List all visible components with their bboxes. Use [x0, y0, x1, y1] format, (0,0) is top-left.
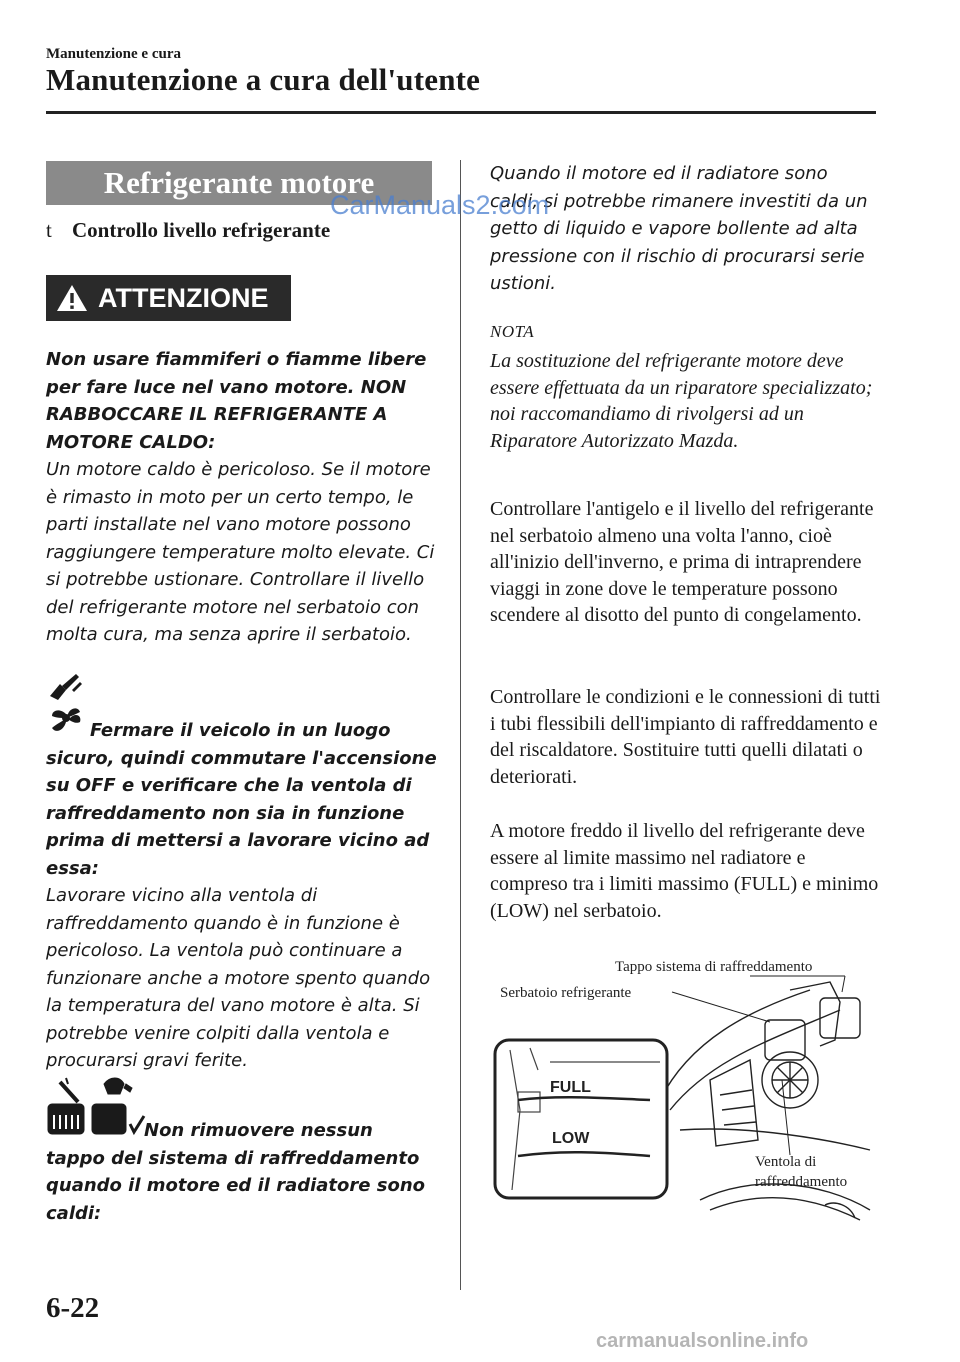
warning-p2-bold: Fermare il veicolo in un luogo sicuro, quindi commutare l'accensione su OFF e verificare che la ventola di raffreddamento non sia in funzione prima di mettersi a lavorare vicino ad essa:	[46, 720, 437, 879]
chapter-title: Manutenzione a cura dell'utente	[46, 62, 481, 97]
nota-text: La sostituzione del refrigerante motore deve essere effettuata da un riparatore specializzato; noi raccomandiamo di rivolgersi ad un Riparatore Autorizzato Mazda.	[490, 350, 873, 452]
warning-p1-text: Un motore caldo è pericoloso. Se il motore è rimasto in moto per un certo tempo, le parti installate nel vano motore possono raggiungere temperature molto elevate. Ci si potrebbe ustionare. Controllare il livello del refrigerante motore nel serbatoio con molta cura, ma senza aprire il serbatoio.	[46, 459, 435, 645]
body-paragraph-3: A motore freddo il livello del refrigerante deve essere al limite massimo nel radiatore e compreso tra i limiti massimo (FULL) e minimo (LOW) nel serbatoio.	[490, 820, 879, 922]
page-number: 6-22	[46, 1292, 100, 1324]
watermark-bottom: carmanualsonline.info	[596, 1330, 809, 1352]
section-banner: Refrigerante motore	[46, 161, 432, 205]
warning-paragraph-3-text: Quando il motore ed il radiatore sono caldi, si potrebbe rimanere investiti da un getto di liquido e vapore bollente ad alta pressione con il rischio di procurarsi serie ustioni.	[490, 163, 868, 294]
coolant-diagram	[490, 950, 880, 1230]
section-title: Manutenzione e cura	[46, 46, 181, 62]
watermark-top: CarManuals2.com	[330, 190, 550, 220]
warning-paragraph-3-bold	[46, 1117, 438, 1227]
column-divider	[460, 160, 461, 1290]
warning-box	[46, 275, 291, 321]
subheading-text: Controllo livello refrigerante	[72, 218, 331, 242]
body-paragraph-1: Controllare l'antigelo e il livello del refrigerante nel serbatoio almeno una volta l'anno, cioè all'inizio dell'inverno, e prima di intraprendere viaggi in zone dove le temperature possono scendere al disotto del punto di congelamento.	[490, 498, 874, 627]
full-marker: FULL	[550, 1079, 591, 1096]
subheading	[46, 218, 330, 243]
label-cooling-cap: Tappo sistema di raffreddamento	[615, 959, 813, 975]
warning-paragraph-2	[46, 717, 438, 1075]
warning-p3-bold: Non rimuovere nessun tappo del sistema di raffreddamento quando il motore ed il radiatore sono caldi:	[46, 1120, 426, 1224]
label-fan-line1: Ventola di	[755, 1154, 817, 1170]
label-coolant-tank: Serbatoio refrigerante	[500, 985, 632, 1001]
low-marker: LOW	[552, 1130, 590, 1147]
subheading-bullet: t	[46, 218, 52, 242]
nota-label: NOTA	[490, 322, 535, 341]
warning-p2-text: Lavorare vicino alla ventola di raffreddamento quando è in funzione è pericoloso. La ventola può continuare a funzionare anche a motore spento quando la temperatura del vano motore è alta. Si potrebbe venire colpiti dalla ventola e procurarsi gravi ferite.	[46, 885, 431, 1071]
warning-label: ATTENZIONE	[98, 282, 269, 313]
warning-p1-bold: Non usare fiammiferi o fiamme libere per fare luce nel vano motore. NON RABBOCCARE IL REFRIGERANTE A MOTORE CALDO:	[46, 349, 427, 453]
label-fan-line2: raffreddamento	[755, 1174, 848, 1190]
warning-triangle-icon	[55, 283, 89, 313]
body-paragraph-2: Controllare le condizioni e le connessioni di tutti i tubi flessibili dell'impianto di raffreddamento e del riscaldatore. Sostituire tutti quelli dilatati o deteriorati.	[490, 686, 881, 788]
header-rule	[46, 111, 876, 114]
warning-paragraph-1	[46, 346, 438, 649]
